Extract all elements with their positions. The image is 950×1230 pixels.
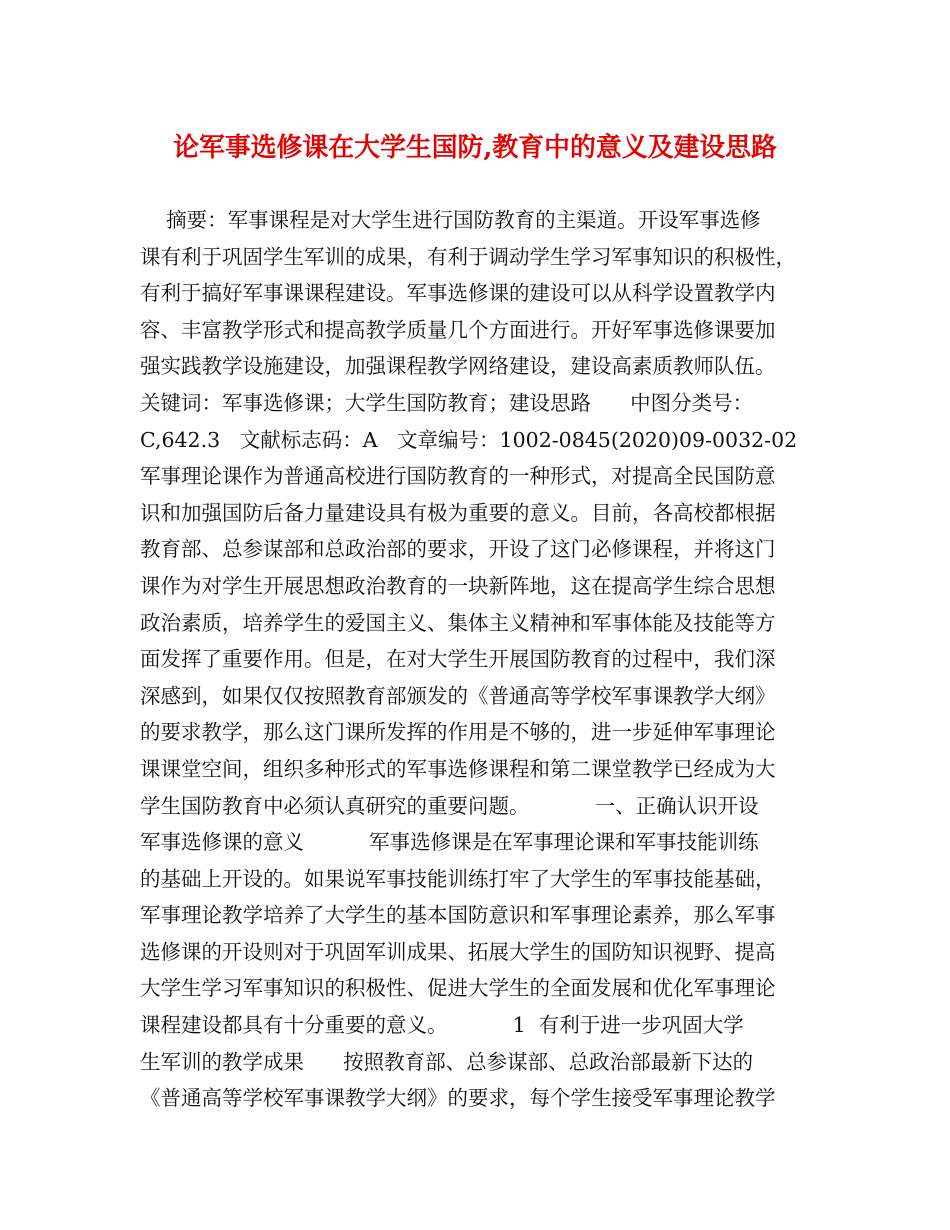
body-line: 的要求教学，那么这门课所发挥的作用是不够的，进一步延伸军事理论 (140, 720, 776, 745)
body-line: 军事理论课作为普通高校进行国防教育的一种形式，对提高全民国防意 (140, 464, 776, 489)
classification-line: C,642.3 文献标志码：A 文章编号：1002-0845(2020)09-0032-02 (140, 427, 798, 452)
body-line: 生军训的教学成果 按照教育部、总参谋部、总政治部最新下达的 (140, 1049, 754, 1074)
body-line: 学生国防教育中必须认真研究的重要问题。 一、正确认识开设 (140, 793, 759, 818)
body-line: 的基础上开设的。如果说军事技能训练打牢了大学生的军事技能基础， (140, 866, 776, 891)
document-title: 论军事选修课在大学生国防,教育中的意义及建设思路 (173, 133, 777, 163)
body-line: 课程建设都具有十分重要的意义。 1 有利于进一步巩固大学 (140, 1013, 744, 1038)
body-line: 政治素质，培养学生的爱国主义、集体主义精神和军事体能及技能等方 (140, 610, 776, 635)
keywords-line: 关键词：军事选修课；大学生国防教育；建设思路 中图分类号： (140, 390, 754, 415)
body-line: 教育部、总参谋部和总政治部的要求，开设了这门必修课程，并将这门 (140, 537, 776, 562)
body-line: 大学生学习军事知识的积极性、促进大学生的全面发展和优化军事理论 (140, 976, 776, 1001)
body-line: 面发挥了重要作用。但是，在对大学生开展国防教育的过程中，我们深 (140, 647, 776, 672)
body-line: 识和加强国防后备力量建设具有极为重要的意义。目前，各高校都根据 (140, 500, 776, 525)
document-body (140, 202, 816, 1117)
body-line: 军事选修课的意义 军事选修课是在军事理论课和军事技能训练 (140, 830, 759, 855)
body-line: 军事理论教学培养了大学生的基本国防意识和军事理论素养，那么军事 (140, 903, 776, 928)
body-line: 选修课的开设则对于巩固军训成果、拓展大学生的国防知识视野、提高 (140, 939, 776, 964)
body-line: 课课堂空间，组织多种形式的军事选修课程和第二课堂教学已经成为大 (140, 756, 776, 781)
body-line: 强实践教学设施建设，加强课程教学网络建设，建设高素质教师队伍。 (140, 354, 776, 379)
body-line: 容、丰富教学形式和提高教学质量几个方面进行。开好军事选修课要加 (140, 317, 776, 342)
body-line: 课作为对学生开展思想政治教育的一块新阵地，这在提高学生综合思想 (140, 573, 776, 598)
body-line: 有利于搞好军事课课程建设。军事选修课的建设可以从科学设置教学内 (140, 281, 776, 306)
body-line: 课有利于巩固学生军训的成果，有利于调动学生学习军事知识的积极性， (140, 244, 796, 269)
body-line: 摘要：军事课程是对大学生进行国防教育的主渠道。开设军事选修 (140, 208, 761, 232)
body-line: 《普通高等学校军事课教学大纲》的要求，每个学生接受军事理论教学 (140, 1086, 776, 1111)
body-line: 深感到，如果仅仅按照教育部颁发的《普通高等学校军事课教学大纲》 (140, 683, 776, 708)
